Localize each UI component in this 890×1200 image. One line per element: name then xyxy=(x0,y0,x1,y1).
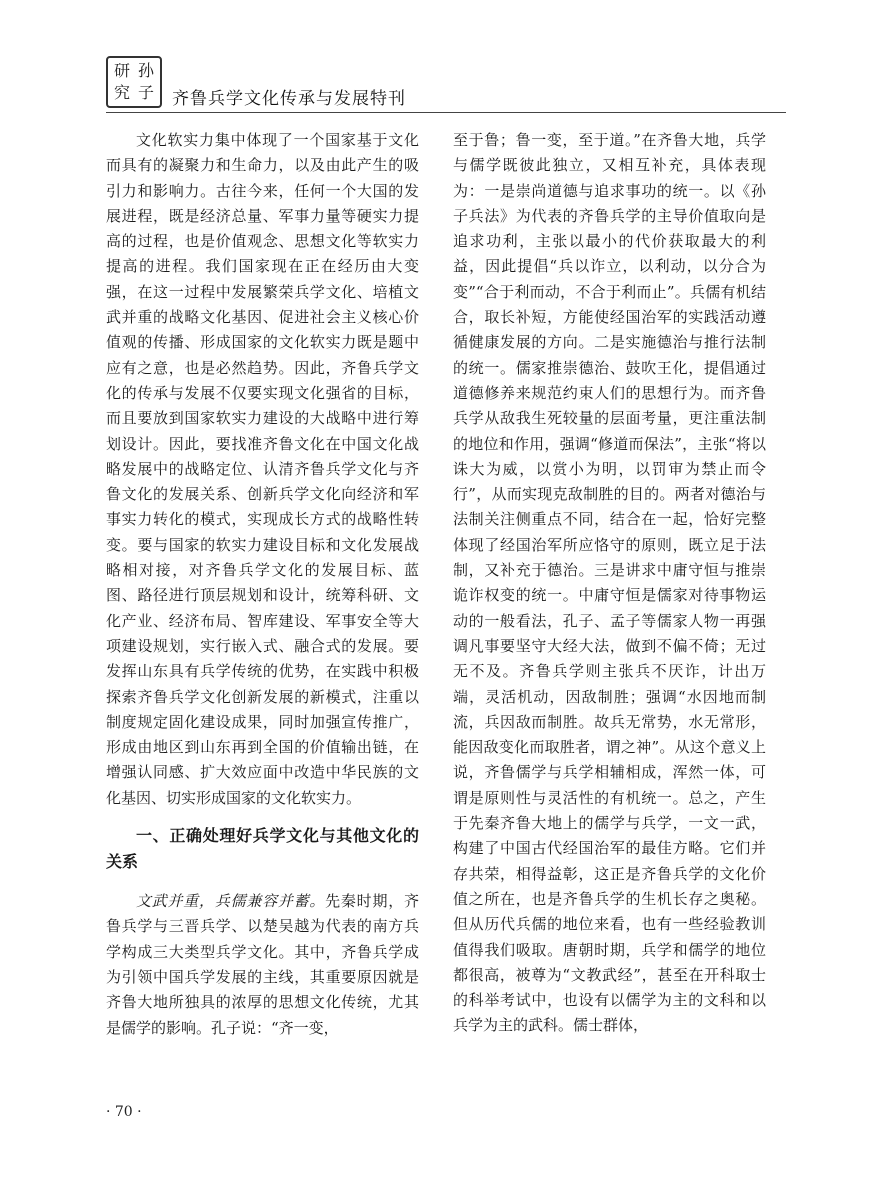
page-header xyxy=(106,50,786,118)
page-number: · 70 · xyxy=(106,1104,142,1120)
header-divider xyxy=(106,112,786,113)
logo-char: 究 xyxy=(113,83,130,102)
journal-title: 齐鲁兵学文化传承与发展特刊 xyxy=(172,89,406,109)
journal-logo xyxy=(106,56,162,108)
paragraph-lead: 文武并重，兵儒兼容并蓄。 xyxy=(136,892,326,911)
paragraph-body: 先秦时期，齐鲁兵学与三晋兵学、以楚吴越为代表的南方兵学构成三大类型兵学文化。其中，齐鲁兵学成为引领中国兵学发展的主线，其重要原因就是齐鲁大地所独具的浓厚的思想文化传统，尤其是儒学的影响。孔子说：“齐一变， xyxy=(106,892,419,1037)
body-paragraph: 文化软实力集中体现了一个国家基于文化而具有的凝聚力和生命力，以及由此产生的吸引力和影响力。古往今来，任何一个大国的发展进程，既是经济总量、军事力量等硬实力提高的过程，也是价值观念、思想文化等软实力提高的进程。我们国家现在正在经历由大变强，在这一过程中发展繁荣兵学文化、培植文武并重的战略文化基因、促进社会主义核心价值观的传播、形成国家的文化软实力既是题中应有之意，也是必然趋势。因此，齐鲁兵学文化的传承与发展不仅要实现文化强省的目标，而且要放到国家软实力建设的大战略中进行筹划设计。因此，要找准齐鲁文化在中国文化战略发展中的战略定位、认清齐鲁兵学文化与齐鲁文化的发展关系、创新兵学文化向经济和军事实力转化的模式，实现成长方式的战略性转变。要与国家的软实力建设目标和文化发展战略相对接，对齐鲁兵学文化的发展目标、蓝图、路径进行顶层规划和设计，统筹科研、文化产业、经济布局、智库建设、军事安全等大项建设规划，实行嵌入式、融合式的发展。要发挥山东具有兵学传统的优势，在实践中积极探索齐鲁兵学文化创新发展的新模式，注重以制度规定固化建设成果，同时加强宣传推广，形成由地区到山东再到全国的价值输出链，在增强认同感、扩大效应面中改造中华民族的文化基因、切实形成国家的文化软实力。 xyxy=(106,131,419,807)
logo-char: 子 xyxy=(137,83,154,102)
logo-char: 研 xyxy=(113,61,130,80)
body-paragraph xyxy=(106,889,419,1041)
right-column xyxy=(453,128,766,1039)
section-heading: 一、正确处理好兵学文化与其他文化的关系 xyxy=(106,826,419,872)
logo-char: 孙 xyxy=(137,61,154,80)
body-paragraph: 至于鲁；鲁一变，至于道。”在齐鲁大地，兵学与儒学既彼此独立，又相互补充，具体表现为：一是崇尚道德与追求事功的统一。以《孙子兵法》为代表的齐鲁兵学的主导价值取向是追求功利，主张以最小的代价获取最大的利益，因此提倡“兵以诈立，以利动，以分合为变”“合于利而动，不合于利而止”。兵儒有机结合，取长补短，方能使经国治军的实践活动遵循健康发展的方向。二是实施德治与推行法制的统一。儒家推崇德治、鼓吹王化，提倡通过道德修养来规范约束人们的思想行为。而齐鲁兵学从敌我生死较量的层面考量，更注重法制的地位和作用，强调“修道而保法”，主张“将以诛大为威，以赏小为明，以罚审为禁止而令行”，从而实现克敌制胜的目的。两者对德治与法制关注侧重点不同，结合在一起，恰好完整体现了经国治军所应恪守的原则，既立足于法制，又补充于德治。三是讲求中庸守恒与推崇诡诈权变的统一。中庸守恒是儒家对待事物运动的一般看法，孔子、孟子等儒家人物一再强调凡事要坚守大经大法，做到不偏不倚；无过无不及。齐鲁兵学则主张兵不厌诈，计出万端，灵活机动，因敌制胜；强调“水因地而制流，兵因敌而制胜。故兵无常势，水无常形，能因敌变化而取胜者，谓之神”。从这个意义上说，齐鲁儒学与兵学相辅相成，浑然一体，可谓是原则性与灵活性的有机统一。总之，产生于先秦齐鲁大地上的儒学与兵学，一文一武，构建了中国古代经国治军的最佳方略。它们并存共荣，相得益彰，这正是齐鲁兵学的文化价值之所在，也是齐鲁兵学的生机长存之奥秘。但从历代兵儒的地位来看，也有一些经验教训值得我们吸取。唐朝时期，兵学和儒学的地位都很高，被尊为“文教武经”，甚至在开科取士的科举考试中，也设有以儒学为主的文科和以兵学为主的武科。儒士群体， xyxy=(453,131,766,1035)
left-column xyxy=(106,128,419,1041)
